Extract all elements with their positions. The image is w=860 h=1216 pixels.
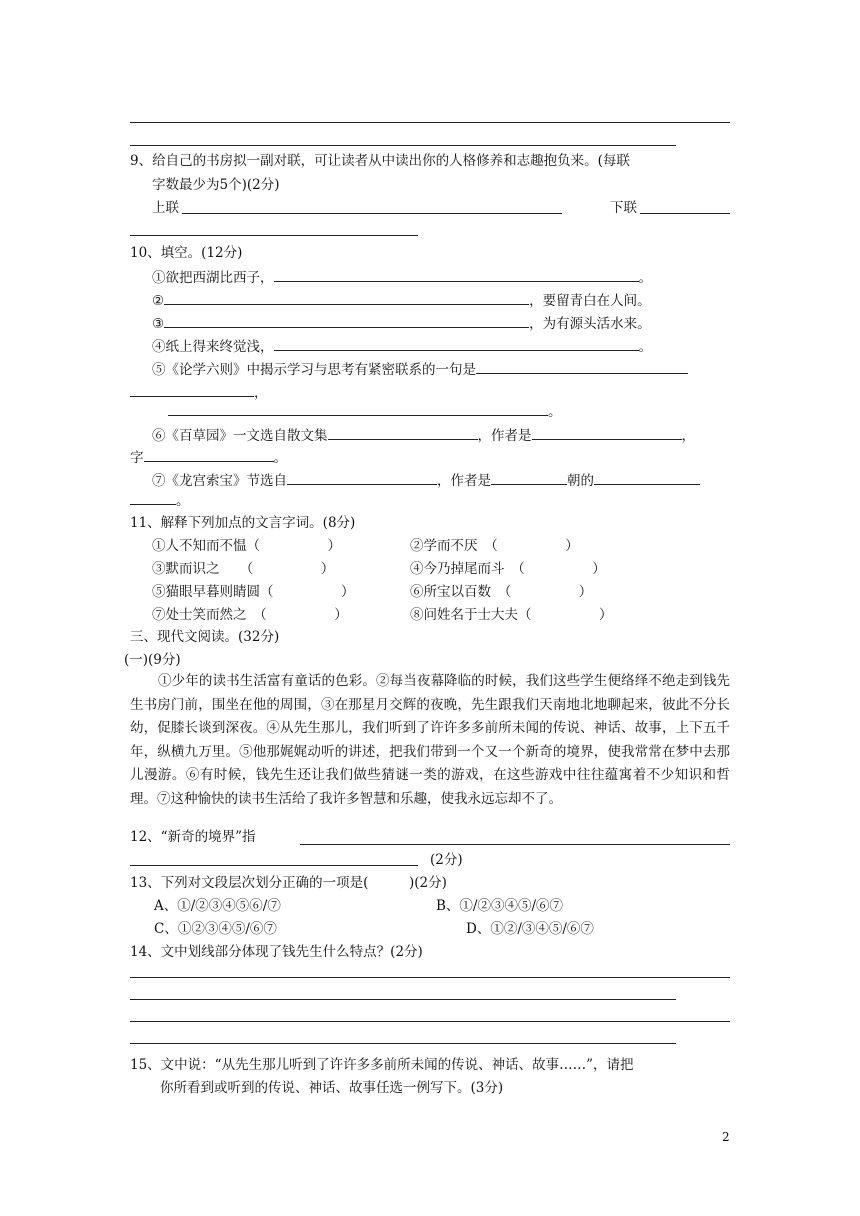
q10-item5-text: ⑤《论学六则》中揭示学习与思考有紧密联系的一句是 [152, 362, 476, 378]
answer-line[interactable] [130, 999, 676, 1000]
q11-item: ⑦处士笑而然之 （ ） [152, 607, 348, 623]
q10-item3-blank[interactable] [164, 313, 529, 328]
q9-lower-blank-cont[interactable] [130, 235, 418, 236]
q9-upper-label: 上联 [152, 200, 179, 216]
answer-line [130, 122, 730, 123]
q10-item5-end: 。 [548, 404, 562, 420]
q10-item4-end: 。 [638, 339, 652, 355]
q10-item7-cont [130, 490, 190, 510]
page-number: 2 [722, 1130, 730, 1144]
q13-option-c[interactable]: C、①②③④⑤/⑥⑦ [154, 921, 277, 937]
q10-item7-end: 。 [176, 493, 190, 509]
q10-item6-comma: ， [681, 428, 695, 444]
q10-item2 [152, 290, 651, 310]
q11-item: ③默而识之 （ ） [152, 561, 335, 577]
q10-item7-mid: ，作者是 [437, 473, 491, 489]
q13-option-d[interactable]: D、①②/③④⑤/⑥⑦ [466, 921, 594, 937]
q10-item6-text: ⑥《百草园》一文选自散文集 [152, 428, 328, 444]
answer-line[interactable] [130, 977, 730, 978]
q14-text: 14、文中划线部分体现了钱先生什么特点？(2分) [130, 944, 423, 960]
q10-item1-blank[interactable] [274, 267, 639, 282]
answer-line[interactable] [130, 1043, 676, 1044]
q10-item1 [152, 267, 652, 287]
q10-item6-mid: ，作者是 [477, 428, 532, 444]
q9-upper-blank[interactable] [182, 213, 562, 214]
q9-line2: 字数最少为5个)(2分) [152, 177, 280, 193]
section3-part1: (一)(9分) [124, 652, 181, 668]
q11-item: ⑥所宝以百数 （ ） [410, 584, 593, 600]
q10-item2-blank[interactable] [164, 290, 529, 305]
q10-title: 10、填空。(12分) [130, 245, 243, 261]
q15-line1: 15、文中说：“从先生那儿听到了许许多多前所未闻的传说、神话、故事……”，请把 [130, 1057, 634, 1073]
q10-item5-blank2[interactable] [130, 382, 254, 397]
q12-blank-cont[interactable] [130, 865, 418, 866]
q10-item5-blank3[interactable] [168, 401, 548, 416]
q10-item6-zi: 字 [130, 450, 144, 466]
q13-option-a[interactable]: A、①/②③④⑤⑥/⑦ [154, 898, 281, 914]
q15-line2: 你所看到或听到的传说、神话、故事任选一例写下。(3分) [160, 1080, 504, 1096]
q10-item5-comma: ， [254, 385, 268, 401]
q10-item7-blank3[interactable] [594, 470, 700, 485]
q10-item5-blank[interactable] [476, 359, 688, 374]
q10-item7 [152, 470, 700, 490]
q9-lower-label: 下联 [610, 200, 637, 216]
q9-line1: 9、给自己的书房拟一副对联，可让读者从中读出你的人格修养和志趣抱负来。(每联 [130, 153, 630, 169]
q9-lower-blank[interactable] [640, 213, 730, 214]
q10-item5 [152, 359, 688, 379]
q12-score: (2分) [430, 852, 463, 868]
q13-text: 13、下列对文段层次划分正确的一项是( )(2分) [130, 875, 447, 891]
q10-item6-end: 。 [273, 450, 287, 466]
q10-item7-text: ⑦《龙宫索宝》节选自 [152, 473, 287, 489]
reading-passage: ①少年的读书生活富有童话的色彩。②每当夜幕降临的时候，我们这些学生便络绎不绝走到钱先生书房门前，围坐在他的周围，③在那星月交辉的夜晚，先生跟我们天南地北地聊起来，彼此不分长幼，促膝长谈到深夜。④从先生那儿，我们听到了许许多多前所未闻的传说、神话、故事，上下五千年，纵横九万里。⑤他那娓娓动听的讲述，把我们带到一个又一个新奇的境界，使我常常在梦中去那儿漫游。⑥有时候，钱先生还让我们做些猜谜一类的游戏，在这些游戏中往往蕴寓着不少知识和哲理。⑦这种愉快的读书生活给了我许多智慧和乐趣，使我永远忘却不了。 [130, 673, 730, 807]
q10-item6 [152, 425, 695, 445]
q13-option-b[interactable]: B、①/②③④⑤/⑥⑦ [436, 898, 564, 914]
q11-item: ①人不知而不愠（ ） [152, 538, 341, 554]
q10-item6-blank2[interactable] [532, 425, 682, 440]
q12-blank[interactable] [300, 844, 730, 845]
q11-item: ②学而不厌 （ ） [410, 538, 579, 554]
q11-title: 11、解释下列加点的文言字词。(8分) [130, 515, 356, 531]
q10-item6-blank1[interactable] [328, 425, 478, 440]
q11-item: ④今乃掉尾而斗 （ ） [410, 561, 606, 577]
q10-item5-cont2 [168, 401, 562, 421]
q10-item4-text: ④纸上得来终觉浅， [152, 339, 274, 355]
q10-item2-text: ② [152, 293, 165, 309]
q10-item5-cont [130, 382, 268, 402]
answer-line [130, 145, 676, 146]
q10-item1-end: 。 [638, 270, 652, 286]
q10-item2-end: ，要留青白在人间。 [529, 293, 651, 309]
answer-line[interactable] [130, 1021, 730, 1022]
q10-item4 [152, 336, 652, 356]
q10-item3 [152, 313, 651, 333]
q10-item7-blank1[interactable] [287, 470, 437, 485]
q10-item7-blank4[interactable] [130, 490, 176, 505]
q11-item: ⑧问姓名于士大夫（ ） [410, 607, 613, 623]
q12-text: 12、“新奇的境界”指 [130, 829, 256, 845]
section3-title: 三、现代文阅读。(32分) [130, 629, 280, 645]
q10-item7-chao: 朝的 [567, 473, 594, 489]
q11-item: ⑤猫眼早暮则睛圆（ ） [152, 584, 355, 600]
q10-item7-blank2[interactable] [491, 470, 567, 485]
q10-item3-end: ，为有源头活水来。 [529, 316, 651, 332]
q10-item3-text: ③ [152, 316, 165, 332]
q10-item6-blank3[interactable] [144, 447, 274, 462]
q10-item4-blank[interactable] [274, 336, 639, 351]
q10-item6-cont [130, 447, 287, 467]
q10-item1-text: ①欲把西湖比西子， [152, 270, 274, 286]
